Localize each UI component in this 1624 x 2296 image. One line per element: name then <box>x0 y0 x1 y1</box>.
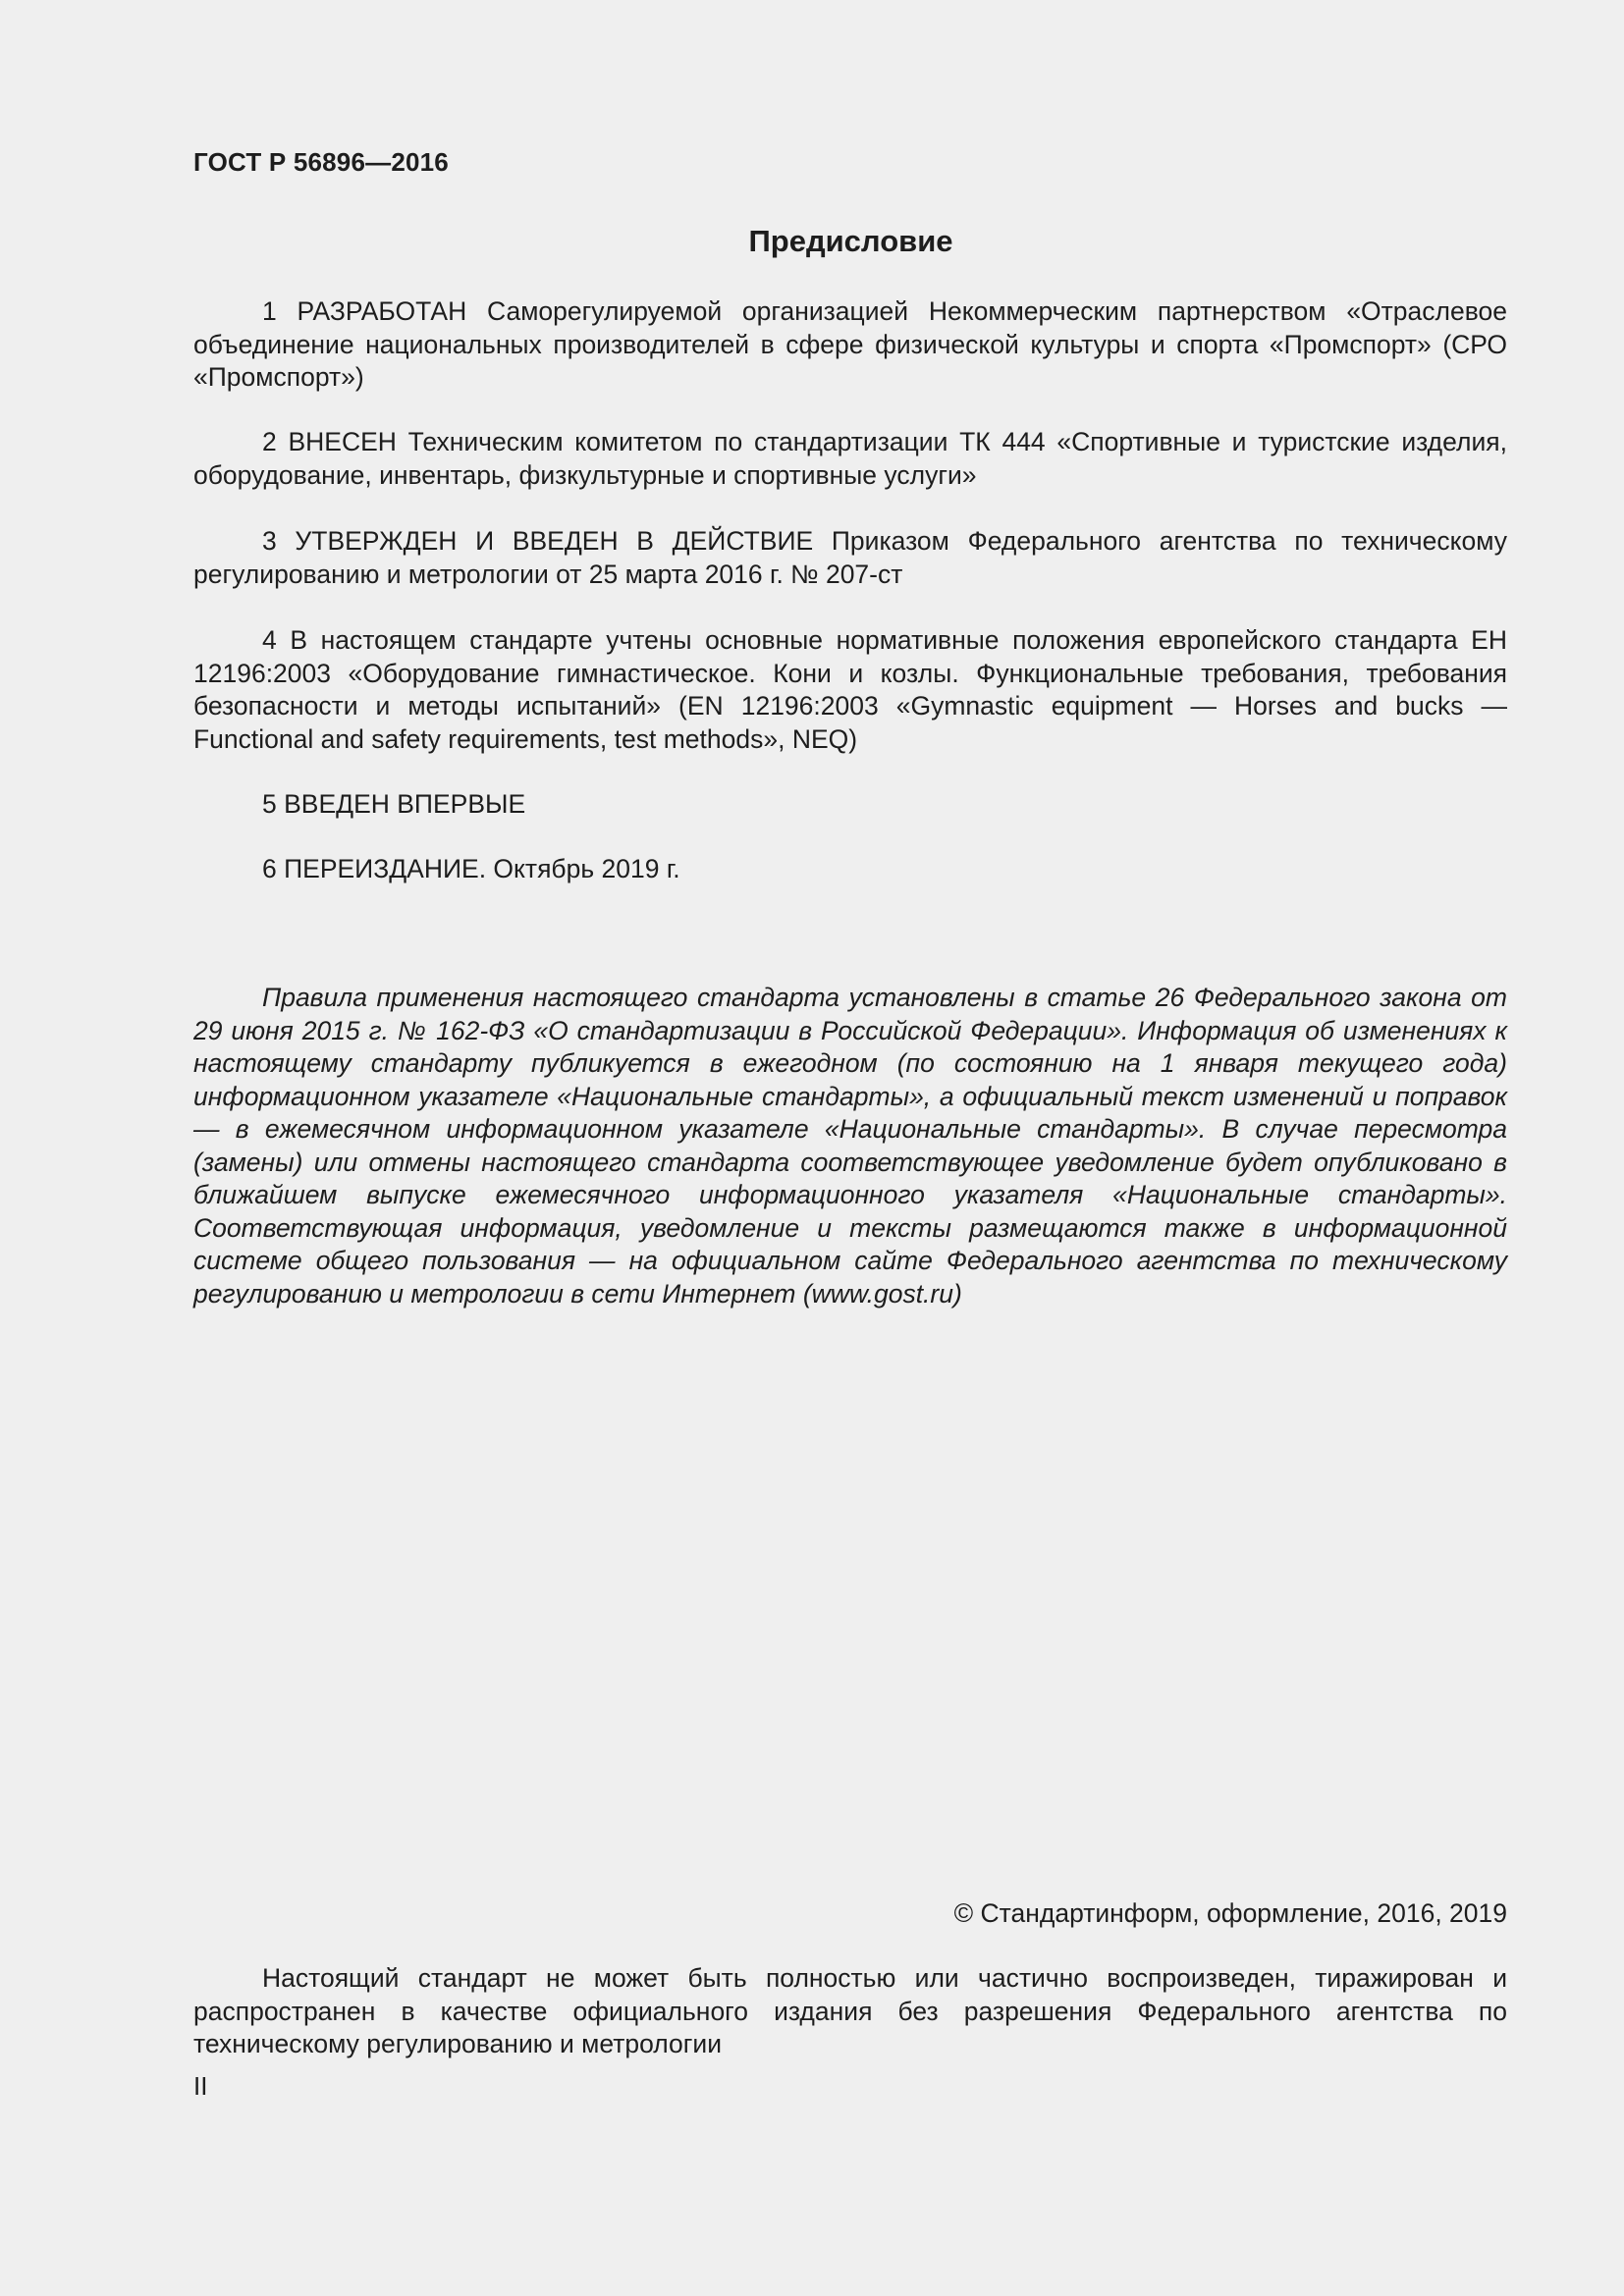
document-code: ГОСТ Р 56896—2016 <box>193 147 449 177</box>
paragraph-text: 5 ВВЕДЕН ВПЕРВЫЕ <box>262 789 526 819</box>
foreword-item-2 <box>193 426 1507 492</box>
page-title: Предисловие <box>748 224 953 258</box>
paragraph-text: 3 УТВЕРЖДЕН И ВВЕДЕН В ДЕЙСТВИЕ Приказом Федерального агентства по техническому регулированию и метрологии от 25 марта 2016 г. № 207-ст <box>193 526 1507 589</box>
foreword-item-1 <box>193 295 1507 395</box>
foreword-item-6 <box>193 853 1507 886</box>
paragraph-text: 2 ВНЕСЕН Техническим комитетом по стандартизации ТК 444 «Спортивные и туристские изделия, оборудование, инвентарь, физкультурные и спортивные услуги» <box>193 427 1507 490</box>
foreword-item-4 <box>193 624 1507 756</box>
copyright-line: © Стандартинформ, оформление, 2016, 2019 <box>953 1898 1507 1928</box>
paragraph-text: 4 В настоящем стандарте учтены основные нормативные положения европейского стандарта ЕН 12196:2003 «Оборудование гимнастическое. Кони и козлы. Функциональные требования, требования безопасности и методы испытаний» (EN 12196:2003 «Gymnastic equipment — Horses and bucks — Functional and safety requirements, test methods», NEQ) <box>193 625 1507 754</box>
page-number: II <box>193 2071 208 2101</box>
foreword-item-3 <box>193 525 1507 591</box>
reproduction-notice: Настоящий стандарт не может быть полностью или частично воспроизведен, тиражирован и распространен в качестве официального издания без разрешения Федерального агентства по техническому регулированию и метрологии <box>193 1963 1507 2058</box>
foreword-item-5 <box>193 788 1507 822</box>
paragraph-text: 6 ПЕРЕИЗДАНИЕ. Октябрь 2019 г. <box>262 854 680 883</box>
paragraph-text: 1 РАЗРАБОТАН Саморегулируемой организацией Некоммерческим партнерством «Отраслевое объединение национальных производителей в сфере физической культуры и спорта «Промспорт» (СРО «Промспорт») <box>193 296 1507 392</box>
rules-notice: Правила применения настоящего стандарта установлены в статье 26 Федерального закона от 29 июня 2015 г. № 162-ФЗ «О стандартизации в Российской Федерации». Информация об изменениях к настоящему стандарту публикуется в ежегодном (по состоянию на 1 января текущего года) информационном указателе «Национальные стандарты», а официальный текст изменений и поправок — в ежемесячном информационном указателе «Национальные стандарты». В случае пересмотра (замены) или отмены настоящего стандарта соответствующее уведомление будет опубликовано в ближайшем выпуске ежемесячного информационного указателя «Национальные стандарты». Соответствующая информация, уведомление и тексты размещаются также в информационной системе общего пользования — на официальном сайте Федерального агентства по техническому регулированию и метрологии в сети Интернет (www.gost.ru) <box>193 983 1507 1308</box>
